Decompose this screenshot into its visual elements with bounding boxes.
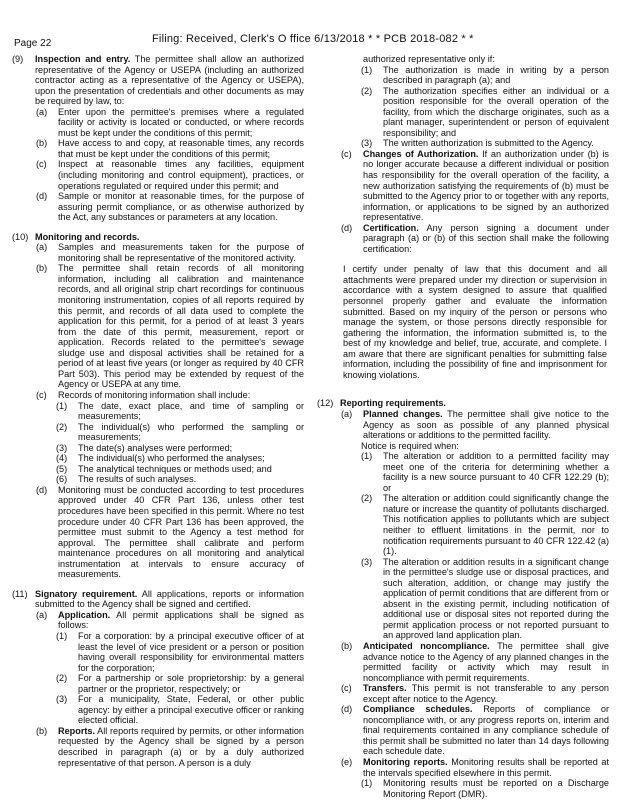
section-number: (9) [12,54,24,64]
list-item: (d) Sample or monitor at reasonable times, for the purpose of assuring permit compliance, or as otherwise authorized by the Act, any substances or parameters at any location. [36,191,304,223]
list-item: (b) Have access to and copy, at reasonable times, any records that must be kept under the conditions of this permit; [36,138,304,159]
sub-item: (3) For a municipality, State, Federal, or other public agency: by either a principal executive officer or ranking elected official. [56,694,304,726]
section-number: (11) [12,588,28,599]
sub-item: (1) For a corporation: by a principal executive officer of at least the level of vice president or a person or position having overall responsibility for environmental matters for the corporation; [56,630,304,673]
section-heading: Signatory requirement. [35,588,138,599]
sub-item: (1) The date, exact place, and time of sampling or measurements; [56,400,304,422]
sub-item: (2) The individual(s) who performed the sampling or measurements; [56,421,304,443]
sub-item: (3) The alteration or addition results in a significant change in the permittee's sludge use or disposal practices, and such alteration, addition, or change may justify the application of permit conditions that are different from or absent in the existing permit, including notification of additional use or disposal sites not reported during the permit application process or not reported pursuant to an approved land application plan. [361,556,609,641]
list-item: (c) Transfers. This permit is not transferable to any person except after notice to the Agency. [341,683,609,704]
list-item: (a) Planned changes. The permittee shall give notice to the Agency as soon as possible of any planned physical alterations or additions to the permitted facility. [341,408,609,441]
list-item: (b) Reports. All reports required by permits, or other information requested by the Agency shall be signed by a person described in paragraph (a) or by a duly authorized representative of that person. A person is a duly [36,725,304,768]
list-item: (c) Records of monitoring information shall include: [36,389,251,400]
section-number: (10) [12,231,29,242]
section-heading: Inspection and entry. [35,54,131,64]
sub-item: (3) The written authorization is submitted to the Agency. [361,138,594,149]
certification-statement: I certify under penalty of law that this document and all attachments were prepared under my direction or supervision in accordance with a system designed to assure that qualified personnel properly gather and evaluate the information submitted. Based on my inquiry of the person or persons who manage the system, or those persons directly responsible for gathering the information, the information submitted is, to the best of my knowledge and belief, true, accurate, and complete. I am aware that there are significant penalties for submitting false information, including the possibility of fine and imprisonment for knowing violations. [343,264,607,380]
list-item: (b) Anticipated noncompliance. The permittee shall give advance notice to the Agency of any planned changes in the permitted facility or activity which may result in noncompliance with permit requirements. [341,640,609,683]
list-item: (c) Changes of Authorization. If an authorization under (b) is no longer accurate because a different individual or position has responsibility for the overall operation of the facility, a new authorization satisfying the requirements of (b) must be submitted to the Agency prior to or together with any reports, information, or applications to be signed by an authorized representative. [341,148,609,223]
sub-item: (5) The analytical techniques or methods used; and [56,463,272,474]
sub-item: (2) The authorization specifies either an individual or a position responsible for the overall operation of the facility, from which the discharge originates, such as a plant manager, superintendent or person of equivalent responsibility; and [361,85,609,138]
list-item: (e) Monitoring reports. Monitoring results shall be reported at the intervals specified elsewhere in this permit. [341,757,609,778]
page-header [14,35,604,49]
section-11-signatory [12,589,304,768]
list-item: (d) Monitoring must be conducted according to test procedures approved under 40 CFR Part 136, unless other test procedures have been specified in this permit. Where no test procedure under 40 CFR Part 136 has been approved, the permittee must submit to the Agency a test method for approval. The permittee shall calibrate and perform maintenance procedures on all monitoring and analytical instrumentation at intervals to ensure accuracy of measurements. [36,484,304,580]
sub-item: (1) Monitoring results must be reported on a Discharge Monitoring Report (DMR). [361,778,609,799]
sub-item: (3) The date(s) analyses were performed; [56,442,233,453]
section-text: The permittee shall allow an authorized representative of the Agency or USEPA (including an authorized contractor acting as a representative of the Agency or USEPA), upon the presentation of credentials and other documents as may be required by law, to: [35,54,305,107]
sub-item: (6) The results of such analyses. [56,474,197,485]
section-heading: Monitoring and records. [35,231,140,242]
list-item: (a) Samples and measurements taken for the purpose of monitoring shall be representative of the monitored activity. [36,242,304,263]
section-10-monitoring [12,232,304,580]
page-number: Page 22 [14,38,52,49]
section-number: (12) [317,398,334,409]
section-12-reporting [317,398,609,799]
section-9-inspection [12,54,304,223]
sub-item: (1) The alteration or addition to a permitted facility may meet one of the criteria for determining whether a facility is a new source pursuant to 40 CFR 122.29 (b); or [361,451,609,493]
list-item: (d) Compliance schedules. Reports of compliance or noncompliance with, or any progress reports on, interim and final requirements contained in any compliance schedule of this permit shall be submitted no later than 14 days following each schedule date. [341,704,609,757]
right-column [317,54,609,799]
section-heading: Reporting requirements. [340,398,446,409]
sub-item: (1) The authorization is made in writing by a person described in paragraph (a); and [361,64,609,86]
sub-item: (4) The individual(s) who performed the analyses; [56,453,265,464]
notice-line: Notice is required when: [361,440,459,451]
list-item: (c) Inspect at reasonable times any facilities, equipment (including monitoring and control equipment), practices, or operations regulated or required under this permit; and [36,159,304,191]
list-item: (a) Application. All permit applications shall be signed as follows: [36,609,304,631]
continued-text: authorized representative only if: [363,54,495,64]
list-item: (a) Enter upon the permittee's premises where a regulated facility or activity is located or conducted, or where records must be kept under the conditions of this permit; [36,106,304,138]
section-text: All applications, reports or information submitted to the Agency shall be signed and certified. [35,588,304,610]
sub-item: (2) The alteration or addition could significantly change the nature or increase the quantity of pollutants discharged. This notification applies to pollutants which are subject neither to effluent limitations in the permit, nor to notification requirements pursuant to 40 CFR 122.42 (a)(1). [361,493,609,557]
list-item: (d) Certification. Any person signing a document under paragraph (a) or (b) of this section shall make the following certification: [341,222,609,254]
list-item: (b) The permittee shall retain records of all monitoring information, including all calibration and maintenance records, and all original strip chart recordings for continuous monitoring instrumentation, copies of all reports required by this permit, and records of all data used to complete the application for this permit, for a period of at least 3 years from the date of this permit, measurement, report or application. Records related to the permittee's sewage sludge use and disposal activities shall be retained for a period of at least five years (or longer as required by 40 CFR Part 503). This period may be extended by request of the Agency or USEPA at any time. [36,263,304,390]
sub-item: (2) For a partnership or sole proprietorship: by a general partner or the proprietor, respectively; or [56,673,304,694]
filing-stamp: Filing: Received, Clerk's O ffice 6/13/2018 * * PCB 2018-082 * * [152,33,474,45]
left-column [12,54,304,768]
